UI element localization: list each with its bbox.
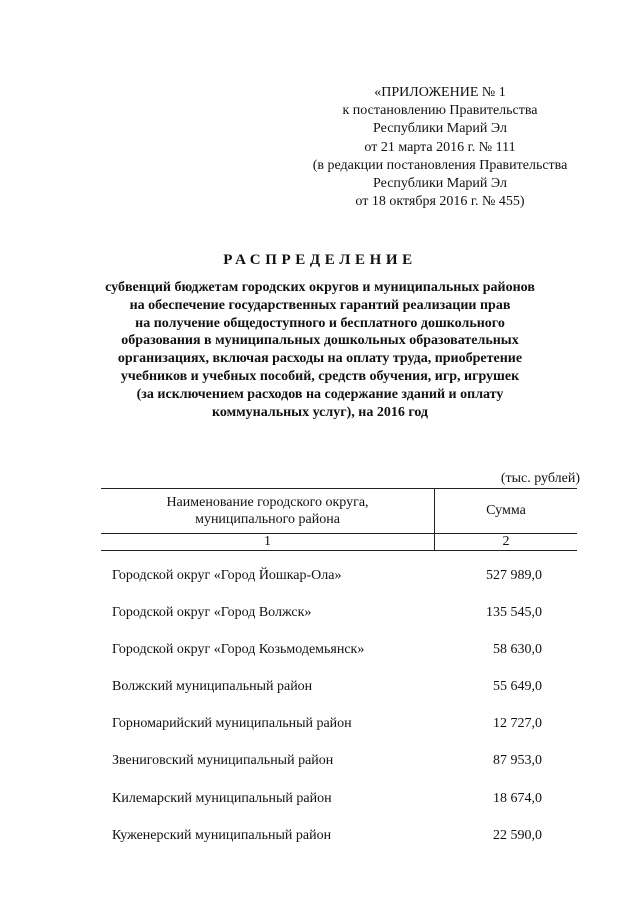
row-sum: 135 545,0 <box>486 605 542 621</box>
annex-line: от 18 октября 2016 г. № 455) <box>355 194 525 210</box>
annex-line: «ПРИЛОЖЕНИЕ № 1 <box>374 85 506 100</box>
subtitle-line: образования в муниципальных дошкольных образовательных <box>121 333 519 349</box>
row-name: Городской округ «Город Волжск» <box>112 605 312 621</box>
annex-line: (в редакции постановления Правительства <box>312 157 568 173</box>
row-sum: 22 590,0 <box>493 827 542 843</box>
row-name: Килемарский муниципальный район <box>112 790 332 806</box>
row-name: Горномарийский муниципальный район <box>112 716 352 732</box>
document-subtitle <box>100 279 540 421</box>
annex-header <box>290 84 590 211</box>
table-row <box>112 603 542 640</box>
table-row <box>112 714 542 751</box>
row-sum: 527 989,0 <box>486 568 542 583</box>
row-name: Куженерский муниципальный район <box>112 827 332 843</box>
row-sum: 55 649,0 <box>493 679 542 695</box>
subtitle-line: на обеспечение государственных гарантий реализации прав <box>129 297 511 313</box>
table-row <box>112 677 542 714</box>
subtitle-line: на получение общедоступного и бесплатного дошкольного <box>135 315 505 331</box>
column-number-row <box>101 534 577 551</box>
row-name: Звениговский муниципальный район <box>112 753 334 769</box>
row-name: Городской округ «Город Йошкар-Ола» <box>112 568 342 583</box>
header-name-cell <box>101 489 435 533</box>
table-row <box>112 789 542 826</box>
row-sum: 58 630,0 <box>493 642 542 658</box>
subtitle-line: организациях, включая расходы на оплату труда, приобретение <box>117 351 523 367</box>
header-name-line2: муниципального района <box>195 512 340 527</box>
subtitle-line: субвенций бюджетам городских округов и муниципальных районов <box>105 280 535 295</box>
subtitle-line: коммунальных услуг), на 2016 год <box>211 404 429 420</box>
table-row <box>112 566 542 603</box>
row-name: Волжский муниципальный район <box>112 679 313 695</box>
header-name-line1: Наименование городского округа, <box>166 495 369 510</box>
table-row <box>112 826 542 863</box>
document-title: РАСПРЕДЕЛЕНИЕ <box>223 252 417 268</box>
annex-line: Республики Марий Эл <box>373 121 507 137</box>
distribution-table-header <box>101 488 577 551</box>
annex-line: от 21 марта 2016 г. № 111 <box>364 139 516 155</box>
header-sum-cell: Сумма <box>486 503 526 518</box>
units-label: (тыс. рублей) <box>500 471 580 486</box>
annex-line: к постановлению Правительства <box>342 103 538 119</box>
subtitle-line: (за исключением расходов на содержание зданий и оплату <box>136 386 504 402</box>
annex-line: Республики Марий Эл <box>373 176 507 192</box>
table-row <box>112 640 542 677</box>
distribution-table-body <box>112 566 542 863</box>
table-row <box>112 751 542 788</box>
column-number-2: 2 <box>502 534 510 549</box>
row-sum: 12 727,0 <box>493 716 542 732</box>
row-name: Городской округ «Город Козьмодемьянск» <box>112 642 365 658</box>
subtitle-line: учебников и учебных пособий, средств обучения, игр, игрушек <box>120 368 520 384</box>
row-sum: 87 953,0 <box>493 753 542 769</box>
column-number-1: 1 <box>101 534 435 550</box>
table-header-row <box>101 488 577 534</box>
row-sum: 18 674,0 <box>493 790 542 806</box>
